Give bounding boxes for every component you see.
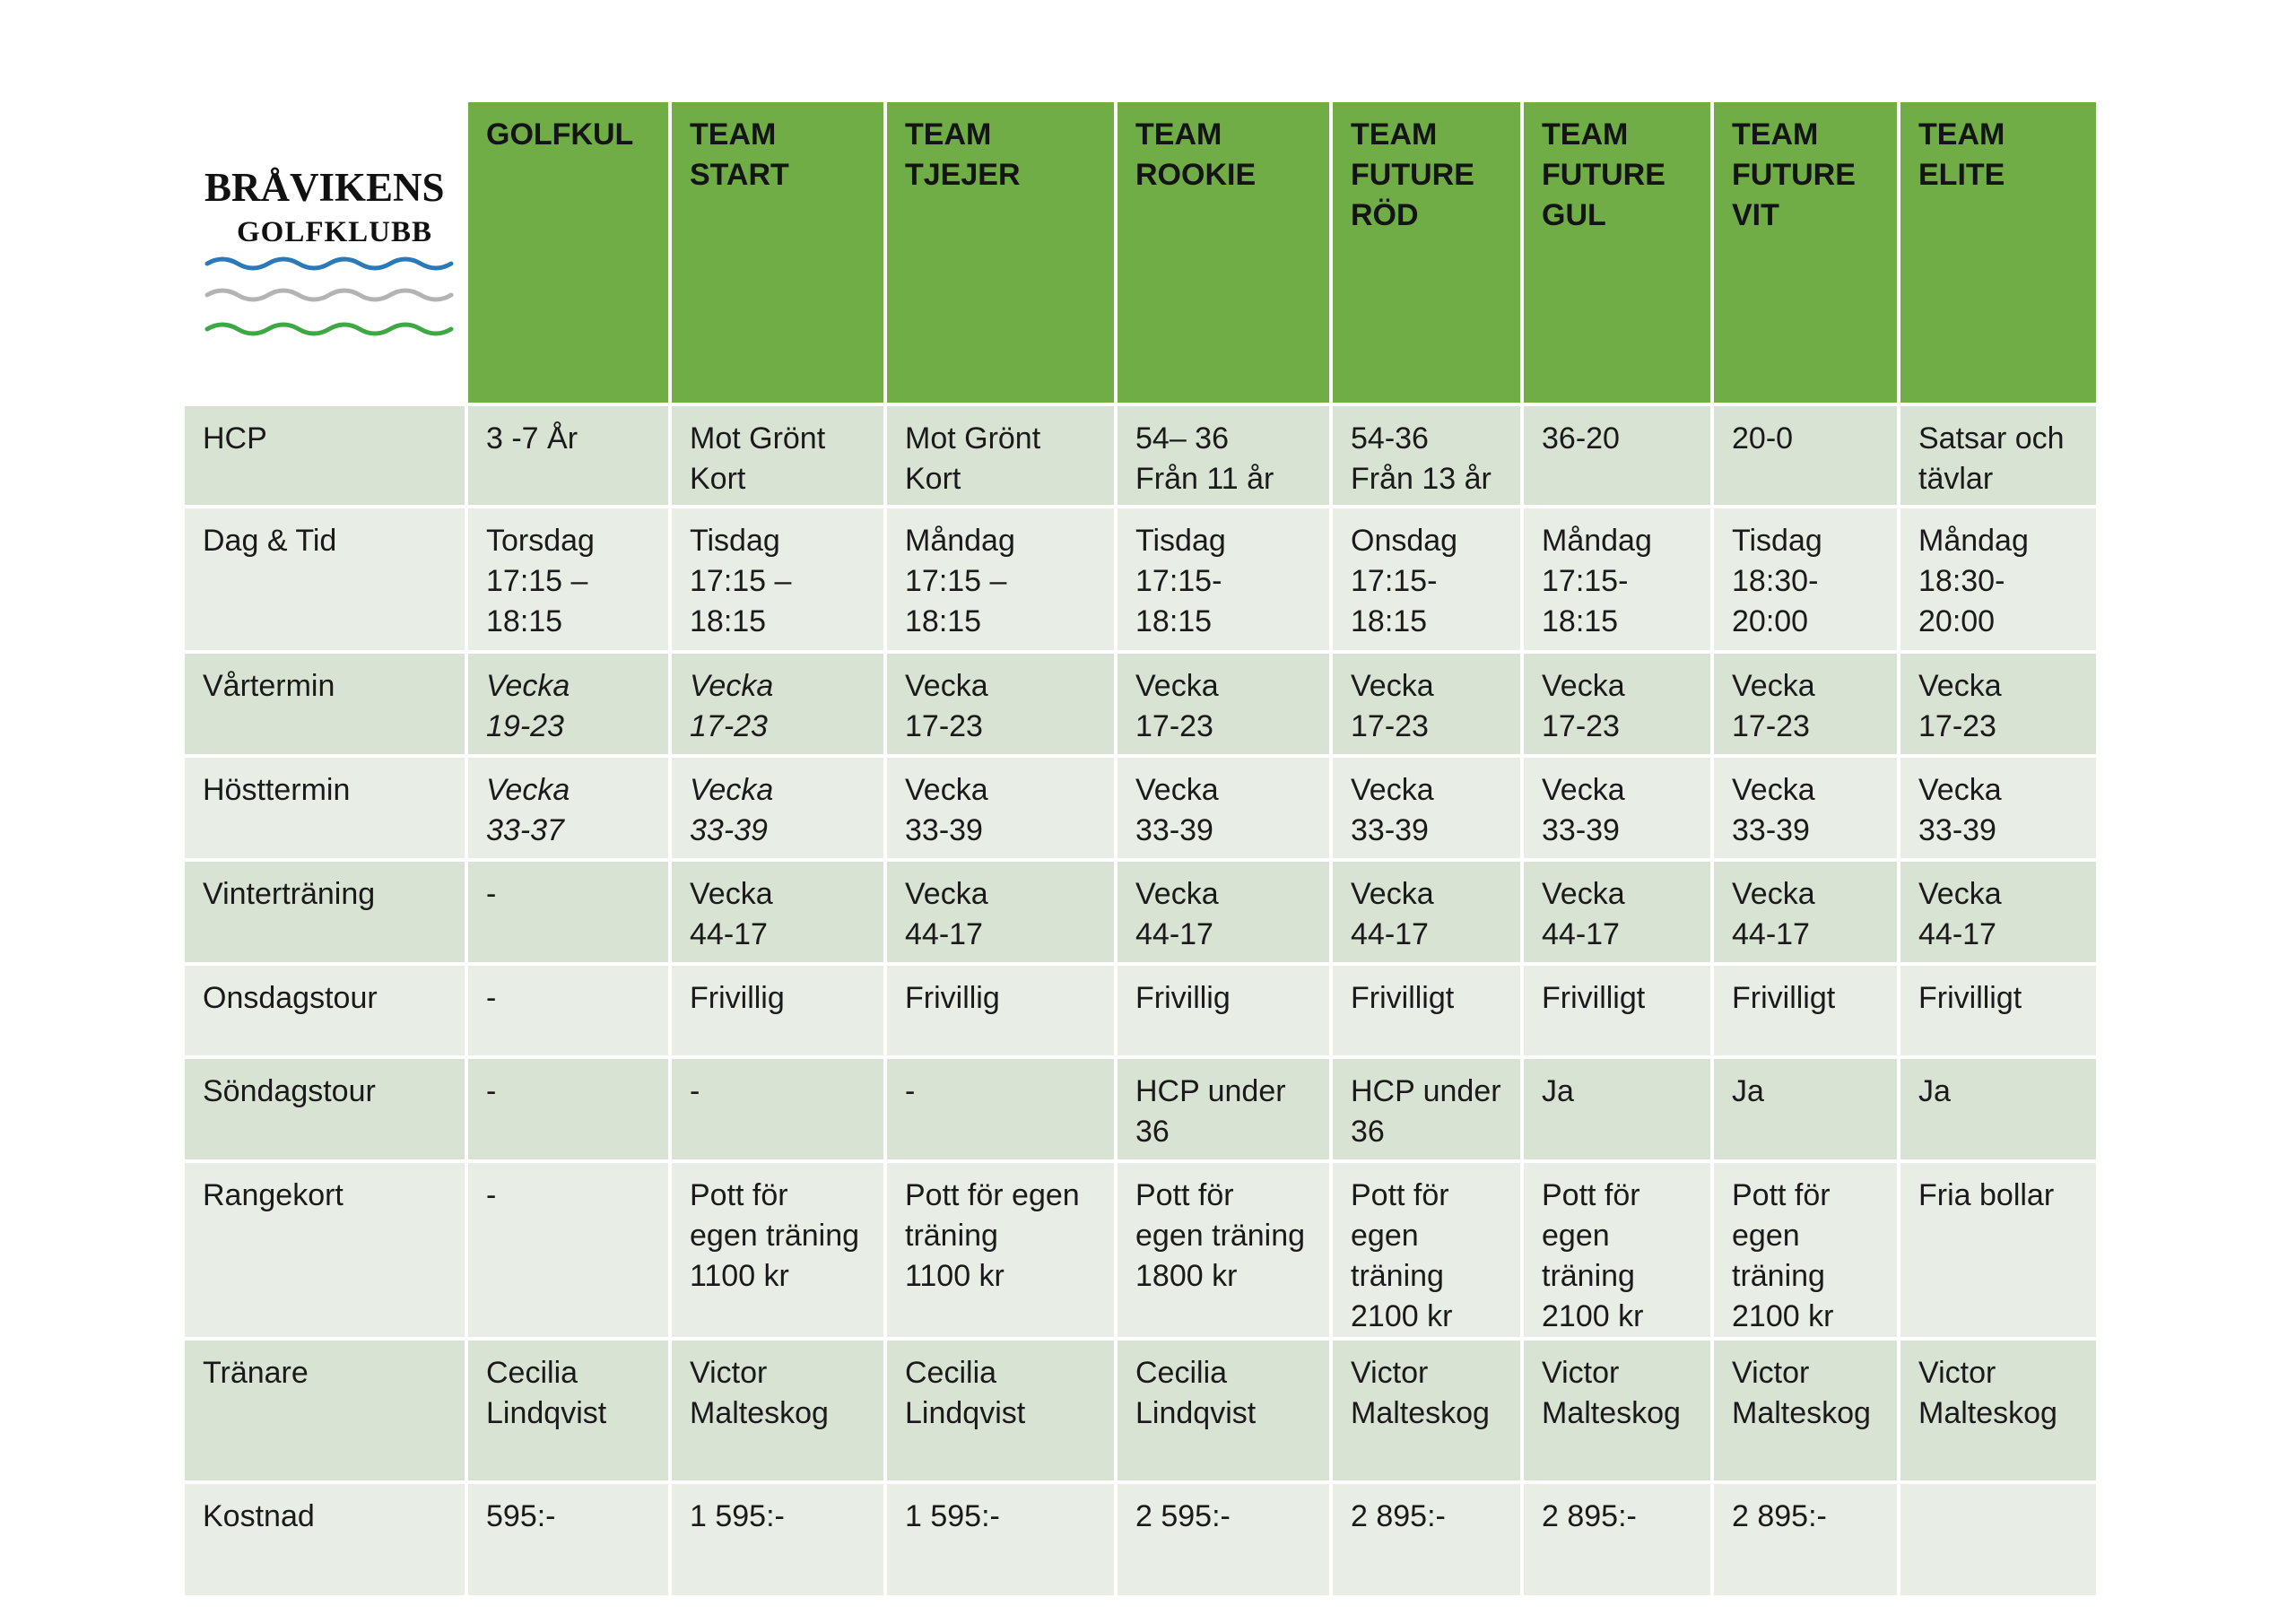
table-cell: Frivillig <box>885 964 1116 1057</box>
table-cell: Cecilia Lindqvist <box>885 1339 1116 1482</box>
row-label: Hösttermin <box>183 756 466 860</box>
table-cell: Onsdag 17:15- 18:15 <box>1331 507 1522 652</box>
table-cell: Fria bollar <box>1899 1161 2098 1339</box>
logo-text-line1: BRÅVIKENS <box>204 165 445 210</box>
table-cell: Cecilia Lindqvist <box>1116 1339 1331 1482</box>
table-cell: 2 895:- <box>1712 1482 1899 1597</box>
table-cell: Vecka 33-37 <box>466 756 670 860</box>
table-cell: 2 595:- <box>1116 1482 1331 1597</box>
table-cell: - <box>670 1057 885 1161</box>
table-cell: Måndag 17:15 – 18:15 <box>885 507 1116 652</box>
table-cell: - <box>466 964 670 1057</box>
table-row <box>183 1482 2098 1597</box>
table-cell: Vecka 17-23 <box>670 652 885 756</box>
table-cell: Frivillig <box>670 964 885 1057</box>
table-cell: Pott för egen träning 1800 kr <box>1116 1161 1331 1339</box>
table-cell <box>1899 1482 2098 1597</box>
table-cell: Vecka 33-39 <box>885 756 1116 860</box>
table-cell: Vecka 33-39 <box>1899 756 2098 860</box>
table-cell: Vecka 19-23 <box>466 652 670 756</box>
table-cell: Vecka 17-23 <box>1116 652 1331 756</box>
table-row <box>183 860 2098 964</box>
table-cell: Victor Malteskog <box>1522 1339 1712 1482</box>
row-label: Dag & Tid <box>183 507 466 652</box>
table-cell: 2 895:- <box>1522 1482 1712 1597</box>
table-cell: Vecka 44-17 <box>1712 860 1899 964</box>
table-cell: - <box>466 860 670 964</box>
table-cell: Pott för egen träning 2100 kr <box>1522 1161 1712 1339</box>
team-header-rookie: TEAM ROOKIE <box>1116 100 1331 404</box>
waves-icon <box>203 250 454 340</box>
table-cell: 1 595:- <box>670 1482 885 1597</box>
table-cell: 3 -7 År <box>466 404 670 507</box>
row-label: Vinterträning <box>183 860 466 964</box>
table-cell: Vecka 44-17 <box>1116 860 1331 964</box>
table-cell: 2 895:- <box>1331 1482 1522 1597</box>
table-cell: Frivilligt <box>1899 964 2098 1057</box>
team-header-future-rod: TEAM FUTURE RÖD <box>1331 100 1522 404</box>
table-cell: Vecka 33-39 <box>1712 756 1899 860</box>
table-cell: Frivillig <box>1116 964 1331 1057</box>
table-cell: Ja <box>1522 1057 1712 1161</box>
table-cell: Frivilligt <box>1712 964 1899 1057</box>
team-header-elite: TEAM ELITE <box>1899 100 2098 404</box>
table-cell: HCP under 36 <box>1331 1057 1522 1161</box>
logo-text-line2: GOLFKLUBB <box>237 216 433 248</box>
table-cell: Vecka 33-39 <box>670 756 885 860</box>
team-header-tjejer: TEAM TJEJER <box>885 100 1116 404</box>
table-cell: 36-20 <box>1522 404 1712 507</box>
table-cell: - <box>466 1161 670 1339</box>
table-cell: Pott för egen träning 2100 kr <box>1712 1161 1899 1339</box>
table-cell: Frivilligt <box>1331 964 1522 1057</box>
table-cell: Vecka 17-23 <box>885 652 1116 756</box>
table-row <box>183 1057 2098 1161</box>
table-cell: Satsar och tävlar <box>1899 404 2098 507</box>
table-cell: Vecka 44-17 <box>1899 860 2098 964</box>
table-cell: Vecka 17-23 <box>1331 652 1522 756</box>
table-cell: Vecka 17-23 <box>1522 652 1712 756</box>
table-cell: Pott för egen träning 1100 kr <box>670 1161 885 1339</box>
table-cell: Vecka 33-39 <box>1331 756 1522 860</box>
team-header-future-gul: TEAM FUTURE GUL <box>1522 100 1712 404</box>
table-cell: Vecka 17-23 <box>1899 652 2098 756</box>
team-header-start: TEAM START <box>670 100 885 404</box>
team-header-golfkul: GOLFKUL <box>466 100 670 404</box>
team-header-future-vit: TEAM FUTURE VIT <box>1712 100 1899 404</box>
logo-cell <box>183 100 466 404</box>
table-cell: Tisdag 17:15- 18:15 <box>1116 507 1331 652</box>
table-row <box>183 404 2098 507</box>
table-cell: Vecka 33-39 <box>1522 756 1712 860</box>
table-cell: 1 595:- <box>885 1482 1116 1597</box>
table-cell: Torsdag 17:15 – 18:15 <box>466 507 670 652</box>
schedule-table <box>181 99 2100 1599</box>
table-row <box>183 1339 2098 1482</box>
row-label: Tränare <box>183 1339 466 1482</box>
table-cell: - <box>885 1057 1116 1161</box>
table-cell: 54– 36 Från 11 år <box>1116 404 1331 507</box>
table-row <box>183 1161 2098 1339</box>
table-cell: HCP under 36 <box>1116 1057 1331 1161</box>
table-row <box>183 964 2098 1057</box>
table-row <box>183 507 2098 652</box>
row-label: Rangekort <box>183 1161 466 1339</box>
table-cell: Pott för egen träning 2100 kr <box>1331 1161 1522 1339</box>
table-cell: 20-0 <box>1712 404 1899 507</box>
row-label: Onsdagstour <box>183 964 466 1057</box>
table-cell: Vecka 44-17 <box>670 860 885 964</box>
table-cell: Ja <box>1712 1057 1899 1161</box>
table-cell: Pott för egen träning 1100 kr <box>885 1161 1116 1339</box>
table-cell: Vecka 17-23 <box>1712 652 1899 756</box>
table-cell: 595:- <box>466 1482 670 1597</box>
table-cell: - <box>466 1057 670 1161</box>
table-cell: Tisdag 17:15 – 18:15 <box>670 507 885 652</box>
table-cell: Måndag 18:30- 20:00 <box>1899 507 2098 652</box>
table-cell: Cecilia Lindqvist <box>466 1339 670 1482</box>
table-cell: Måndag 17:15- 18:15 <box>1522 507 1712 652</box>
table-cell: 54-36 Från 13 år <box>1331 404 1522 507</box>
row-label: Söndagstour <box>183 1057 466 1161</box>
table-cell: Victor Malteskog <box>1712 1339 1899 1482</box>
row-label: Kostnad <box>183 1482 466 1597</box>
table-cell: Tisdag 18:30- 20:00 <box>1712 507 1899 652</box>
table-cell: Mot Grönt Kort <box>885 404 1116 507</box>
table-cell: Mot Grönt Kort <box>670 404 885 507</box>
club-logo <box>185 143 454 362</box>
table-row <box>183 756 2098 860</box>
table-cell: Ja <box>1899 1057 2098 1161</box>
row-label: Vårtermin <box>183 652 466 756</box>
row-label: HCP <box>183 404 466 507</box>
header-row <box>183 100 2098 404</box>
table-cell: Victor Malteskog <box>670 1339 885 1482</box>
table-cell: Vecka 44-17 <box>1522 860 1712 964</box>
table-cell: Frivilligt <box>1522 964 1712 1057</box>
table-cell: Vecka 33-39 <box>1116 756 1331 860</box>
table-cell: Victor Malteskog <box>1899 1339 2098 1482</box>
table-cell: Victor Malteskog <box>1331 1339 1522 1482</box>
table-cell: Vecka 44-17 <box>1331 860 1522 964</box>
table-cell: Vecka 44-17 <box>885 860 1116 964</box>
table-row <box>183 652 2098 756</box>
